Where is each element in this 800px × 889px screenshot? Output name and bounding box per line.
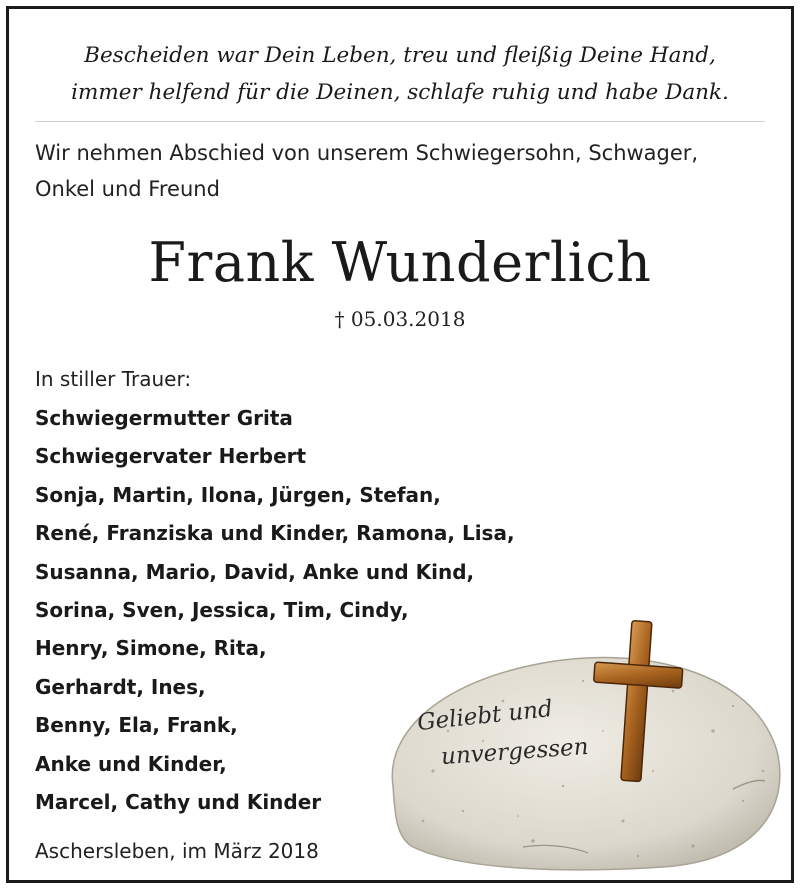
motto-line-2: immer helfend für die Deinen, schlafe ruhig und habe Dank.: [71, 80, 729, 105]
place-and-date: Aschersleben, im März 2018: [35, 839, 319, 863]
mourners-heading: In stiller Trauer:: [35, 367, 192, 391]
mourner-line: Marcel, Cathy und Kinder: [35, 790, 322, 815]
intro-line-1: Wir nehmen Abschied von unserem Schwiegersohn, Schwager,: [35, 141, 699, 165]
mourner-line: Susanna, Mario, David, Anke und Kind,: [35, 559, 475, 584]
mourner-line: René, Franziska und Kinder, Ramona, Lisa,: [35, 521, 515, 546]
divider: [35, 121, 765, 122]
stone-inscription-line-2: unvergessen: [440, 733, 590, 771]
mourner-line: Schwiegervater Herbert: [35, 444, 307, 469]
mourner-line: Sonja, Martin, Ilona, Jürgen, Stefan,: [35, 482, 441, 507]
mourner-line: Sorina, Sven, Jessica, Tim, Cindy,: [35, 598, 409, 623]
intro-text: [35, 135, 698, 207]
mourner-line: Henry, Simone, Rita,: [35, 636, 267, 661]
mourner-line: Gerhardt, Ines,: [35, 674, 206, 699]
obituary-frame: [6, 6, 794, 883]
mourner-line: Schwiegermutter Grita: [35, 406, 293, 430]
deceased-name: Frank Wunderlich: [148, 231, 652, 294]
motto-line-1: Bescheiden war Dein Leben, treu und fleißig Deine Hand,: [84, 43, 716, 68]
motto-verse: [9, 37, 791, 111]
intro-line-2: Onkel und Freund: [35, 177, 220, 201]
death-date: † 05.03.2018: [334, 307, 466, 331]
stone-inscription-line-1: Geliebt und: [416, 695, 554, 737]
memorial-stone-image: [373, 611, 787, 873]
mourner-line: Anke und Kinder,: [35, 751, 227, 776]
mourner-line: Benny, Ela, Frank,: [35, 713, 238, 738]
